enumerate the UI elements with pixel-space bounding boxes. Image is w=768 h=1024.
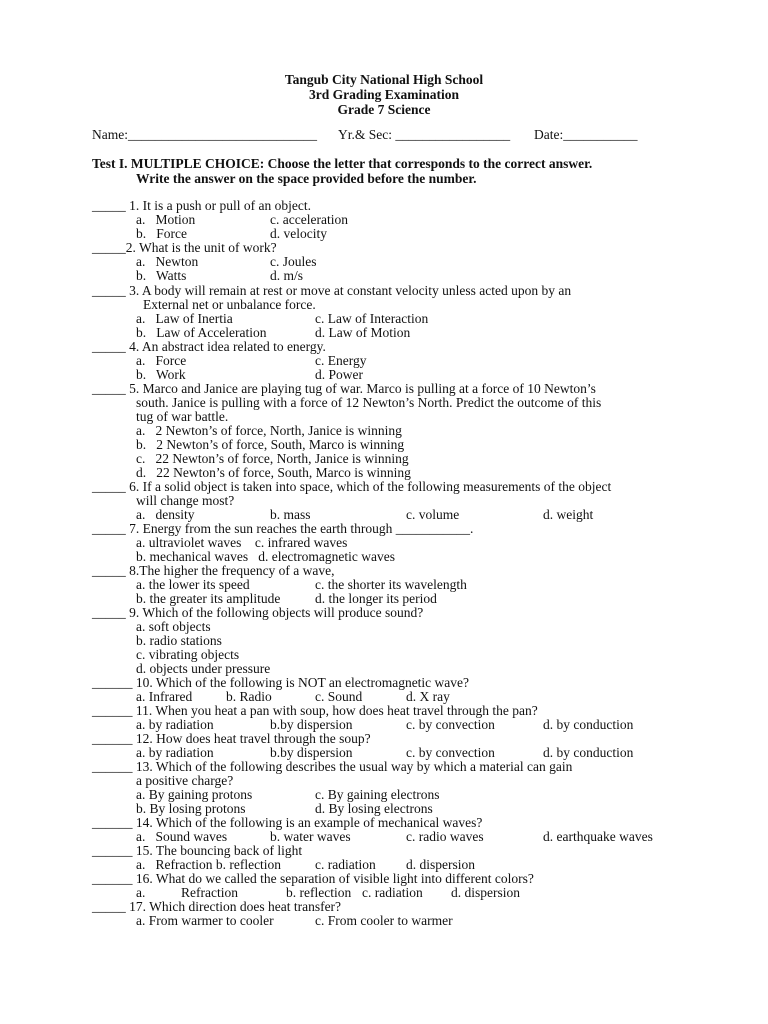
yr-sec-field[interactable]: Yr.& Sec: _________________ bbox=[338, 127, 511, 142]
exam-text-line: a. From warmer to cooler bbox=[136, 913, 274, 928]
exam-text-line: d. the longer its period bbox=[315, 591, 437, 606]
exam-text-line: b. Law of Acceleration bbox=[136, 325, 267, 340]
exam-text-line: d. Law of Motion bbox=[315, 325, 411, 340]
exam-text-line: south. Janice is pulling with a force of 12 Newton’s North. Predict the outcome of this bbox=[136, 395, 602, 410]
exam-text-line: c. Law of Interaction bbox=[315, 311, 429, 326]
exam-text-line: c. the shorter its wavelength bbox=[315, 577, 467, 592]
school-name: Tangub City National High School bbox=[284, 72, 484, 87]
exam-text-line: _____ 7. Energy from the sun reaches the earth through ___________. bbox=[92, 521, 474, 536]
exam-text-line: a. Infrared bbox=[136, 689, 193, 704]
exam-text-line: c. From cooler to warmer bbox=[315, 913, 453, 928]
exam-text-line: ______ 10. Which of the following is NOT an electromagnetic wave? bbox=[92, 675, 470, 690]
exam-title: 3rd Grading Examination bbox=[308, 87, 460, 102]
exam-text-line: c. Joules bbox=[270, 254, 317, 269]
exam-text-line: c. radiation bbox=[315, 857, 376, 872]
test-title: Test I. MULTIPLE CHOICE: Choose the letter that corresponds to the correct answer. bbox=[92, 156, 593, 171]
exam-text-line: c. radio waves bbox=[406, 829, 484, 844]
exam-text-line: a. Motion bbox=[136, 212, 196, 227]
exam-text-line: b.by dispersion bbox=[270, 745, 353, 760]
exam-text-line: b. Force bbox=[136, 226, 187, 241]
exam-text-line: b. mass bbox=[270, 507, 311, 522]
exam-text-line: _____ 9. Which of the following objects will produce sound? bbox=[92, 605, 424, 620]
name-field[interactable]: Name:____________________________ bbox=[92, 127, 317, 142]
exam-text-line: ______ 12. How does heat travel through the soup? bbox=[92, 731, 371, 746]
exam-text-line: a. Force bbox=[136, 353, 187, 368]
exam-text-line: ______ 16. What do we called the separation of visible light into different colors? bbox=[92, 871, 534, 886]
exam-text-line: ______ 14. Which of the following is an example of mechanical waves? bbox=[92, 815, 483, 830]
exam-text-line: c. 22 Newton’s of force, North, Janice is winning bbox=[136, 451, 409, 466]
exam-text-line: b. By losing protons bbox=[136, 801, 246, 816]
exam-text-line: _____ 8.The higher the frequency of a wave, bbox=[92, 563, 335, 578]
exam-text-line: b. 2 Newton’s of force, South, Marco is winning bbox=[136, 437, 405, 452]
exam-text-line: d. Power bbox=[315, 367, 363, 382]
exam-text-line: d. X ray bbox=[406, 689, 450, 704]
exam-text-line: b. Watts bbox=[136, 268, 187, 283]
exam-text-line: b. reflection bbox=[286, 885, 352, 900]
exam-text-line: _____ 4. An abstract idea related to energy. bbox=[92, 339, 326, 354]
exam-text-line: d. m/s bbox=[270, 268, 304, 283]
exam-text-line: ______ 11. When you heat a pan with soup, how does heat travel through the pan? bbox=[92, 703, 538, 718]
exam-text-line: a. soft objects bbox=[136, 619, 211, 634]
exam-text-line: a. Sound waves bbox=[136, 829, 228, 844]
exam-text-line: d. velocity bbox=[270, 226, 327, 241]
exam-text-line: will change most? bbox=[136, 493, 235, 508]
exam-text-line: tug of war battle. bbox=[136, 409, 229, 424]
exam-text-line: a positive charge? bbox=[136, 773, 234, 788]
exam-text-line: _____ 1. It is a push or pull of an object. bbox=[92, 198, 311, 213]
exam-text-line: b. radio stations bbox=[136, 633, 222, 648]
exam-text-line: ______ 13. Which of the following describes the usual way by which a material can gain bbox=[92, 759, 573, 774]
exam-text-line: d. objects under pressure bbox=[136, 661, 271, 676]
date-field[interactable]: Date:___________ bbox=[534, 127, 638, 142]
exam-text-line: _____ 3. A body will remain at rest or move at constant velocity unless acted upon by an bbox=[92, 283, 572, 298]
exam-text-line: b.by dispersion bbox=[270, 717, 353, 732]
subject-title: Grade 7 Science bbox=[337, 102, 431, 117]
exam-text-line: a. ultraviolet waves c. infrared waves bbox=[136, 535, 348, 550]
exam-text-line: a. 2 Newton’s of force, North, Janice is winning bbox=[136, 423, 402, 438]
exam-text-line: b. Work bbox=[136, 367, 186, 382]
exam-text-line: c. volume bbox=[406, 507, 460, 522]
exam-text-line: ______ 15. The bouncing back of light bbox=[92, 843, 303, 858]
exam-text-line: c. by convection bbox=[406, 745, 495, 760]
exam-text-line: a. the lower its speed bbox=[136, 577, 250, 592]
exam-text-line: d. earthquake waves bbox=[543, 829, 653, 844]
exam-text-line: a. Refraction b. reflection bbox=[136, 857, 282, 872]
exam-text-line: _____2. What is the unit of work? bbox=[92, 240, 277, 255]
exam-text-line: a. Law of Inertia bbox=[136, 311, 233, 326]
exam-text-line: d. By losing electrons bbox=[315, 801, 433, 816]
exam-text-line: d. by conduction bbox=[543, 717, 634, 732]
exam-text-line: _____ 5. Marco and Janice are playing tug of war. Marco is pulling at a force of 10 Newton’s bbox=[92, 381, 596, 396]
exam-text-line: b. mechanical waves d. electromagnetic waves bbox=[136, 549, 396, 564]
exam-text-line: c. radiation bbox=[362, 885, 423, 900]
exam-text-line: Refraction bbox=[181, 885, 238, 900]
exam-text-line: c. vibrating objects bbox=[136, 647, 240, 662]
test-instruction: Write the answer on the space provided before the number. bbox=[136, 171, 477, 186]
exam-text-line: d. dispersion bbox=[406, 857, 475, 872]
exam-text-line: c. acceleration bbox=[270, 212, 348, 227]
exam-text-line: d. weight bbox=[543, 507, 594, 522]
exam-text-line: d. 22 Newton’s of force, South, Marco is winning bbox=[136, 465, 411, 480]
exam-text-line: a. Newton bbox=[136, 254, 199, 269]
exam-text-line: c. Energy bbox=[315, 353, 367, 368]
exam-text-line: c. By gaining electrons bbox=[315, 787, 440, 802]
exam-text-line: b. water waves bbox=[270, 829, 351, 844]
exam-text-line: External net or unbalance force. bbox=[143, 297, 316, 312]
exam-text-line: a. bbox=[136, 885, 146, 900]
exam-text-line: a. density bbox=[136, 507, 195, 522]
exam-text-line: a. by radiation bbox=[136, 717, 214, 732]
exam-text-line: a. By gaining protons bbox=[136, 787, 253, 802]
exam-text-line: b. Radio bbox=[226, 689, 272, 704]
exam-text-line: d. dispersion bbox=[451, 885, 520, 900]
exam-text-line: _____ 17. Which direction does heat transfer? bbox=[92, 899, 342, 914]
exam-text-line: b. the greater its amplitude bbox=[136, 591, 281, 606]
exam-text-line: c. Sound bbox=[315, 689, 363, 704]
exam-text-line: d. by conduction bbox=[543, 745, 634, 760]
exam-text-line: _____ 6. If a solid object is taken into space, which of the following measurements of the object bbox=[92, 479, 612, 494]
exam-text-line: a. by radiation bbox=[136, 745, 214, 760]
exam-text-line: c. by convection bbox=[406, 717, 495, 732]
